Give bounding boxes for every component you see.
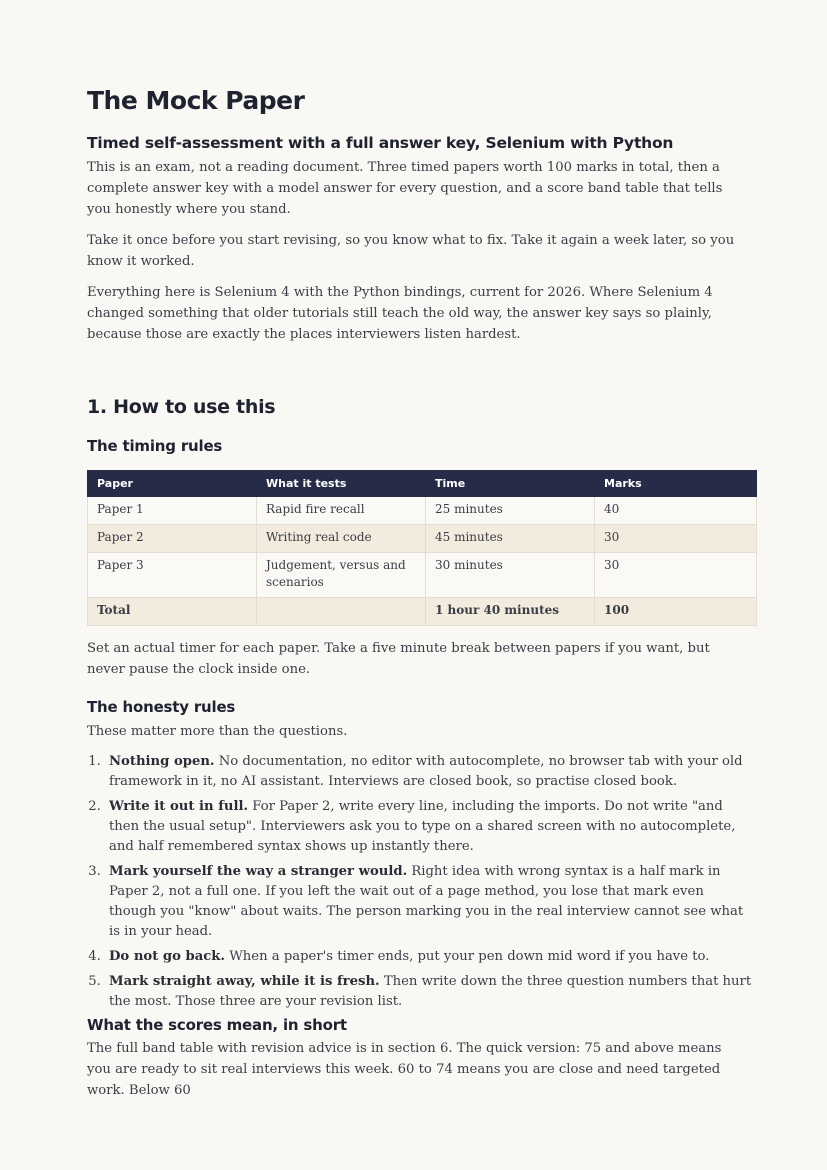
table-cell: Paper 2 [88, 525, 257, 553]
table-cell: Paper 1 [88, 497, 257, 525]
intro-paragraph: Everything here is Selenium 4 with the Python bindings, current for 2026. Where Selenium 4 changed something that older tutorials still teach the old way, the answer key says so plainly, because those are exactly the places interviewers listen hardest. [87, 285, 713, 342]
scores-paragraph: The full band table with revision advice is in section 6. The quick version: 75 and above means you are ready to sit real interviews this week. 60 to 74 means you are close and need targeted work. Below 60 [87, 1041, 722, 1098]
list-item [105, 797, 755, 857]
intro-paragraph: Take it once before you start revising, so you know what to fix. Take it again a week later, so you know it worked. [87, 233, 735, 269]
list-item [105, 947, 755, 967]
table-cell: 100 [595, 598, 757, 626]
honesty-intro: These matter more than the questions. [87, 724, 348, 739]
rule-title: Nothing open. [109, 754, 215, 769]
table-cell: Paper 3 [88, 553, 257, 598]
list-item [105, 972, 755, 1012]
rule-text: No documentation, no editor with autocomplete, no browser tab with your old framework in it, no AI assistant. Interviews are closed book, so practise closed book. [109, 754, 743, 789]
table-total-row [88, 598, 757, 626]
rule-title: Mark straight away, while it is fresh. [109, 974, 380, 989]
table-cell: 25 minutes [426, 497, 595, 525]
rule-text: When a paper's timer ends, put your pen down mid word if you have to. [225, 949, 710, 964]
table-cell: 30 [595, 553, 757, 598]
page-title: The Mock Paper [87, 86, 305, 115]
list-item [105, 752, 755, 792]
table-cell: 30 [595, 525, 757, 553]
table-row [88, 525, 757, 553]
table-cell: 30 minutes [426, 553, 595, 598]
table-row [88, 553, 757, 598]
column-header: Paper [88, 471, 257, 497]
table-cell [257, 598, 426, 626]
rule-text: Right idea with wrong syntax is a half mark in Paper 2, not a full one. If you left the wait out of a page method, you lose that mark even though you "know" about waits. The person marking you in the real interview cannot see what is in your head. [109, 864, 744, 939]
list-item [105, 862, 755, 942]
table-cell: Writing real code [257, 525, 426, 553]
rule-title: Mark yourself the way a stranger would. [109, 864, 408, 879]
table-cell: 40 [595, 497, 757, 525]
column-header: Time [426, 471, 595, 497]
timing-note: Set an actual timer for each paper. Take a five minute break between papers if you want, but never pause the clock inside one. [87, 641, 710, 677]
rule-title: Do not go back. [109, 949, 226, 964]
scores-heading: What the scores mean, in short [87, 1016, 347, 1034]
table-cell: Judgement, versus and scenarios [257, 553, 426, 598]
column-header: Marks [595, 471, 757, 497]
honesty-rules-list [87, 752, 755, 1017]
intro-paragraph: This is an exam, not a reading document. Three timed papers worth 100 marks in total, then a complete answer key with a model answer for every question, and a score band table that tells you honestly where you stand. [87, 160, 723, 217]
rule-text: Then write down the three question numbers that hurt the most. Those three are your revision list. [109, 974, 752, 1009]
timing-rules-heading: The timing rules [87, 437, 223, 455]
page-subtitle: Timed self-assessment with a full answer key, Selenium with Python [87, 134, 674, 152]
section-heading: 1. How to use this [87, 396, 276, 418]
table-cell: Rapid fire recall [257, 497, 426, 525]
timing-table [87, 470, 757, 626]
table-cell: 1 hour 40 minutes [426, 598, 595, 626]
table-header-row [88, 471, 757, 497]
table-cell: Total [88, 598, 257, 626]
honesty-rules-heading: The honesty rules [87, 698, 236, 716]
table-row [88, 497, 757, 525]
column-header: What it tests [257, 471, 426, 497]
table-cell: 45 minutes [426, 525, 595, 553]
rule-text: For Paper 2, write every line, including the imports. Do not write "and then the usual setup". Interviewers ask you to type on a shared screen with no autocomplete, and half remembered syntax shows up instantly there. [109, 799, 736, 854]
rule-title: Write it out in full. [109, 799, 249, 814]
